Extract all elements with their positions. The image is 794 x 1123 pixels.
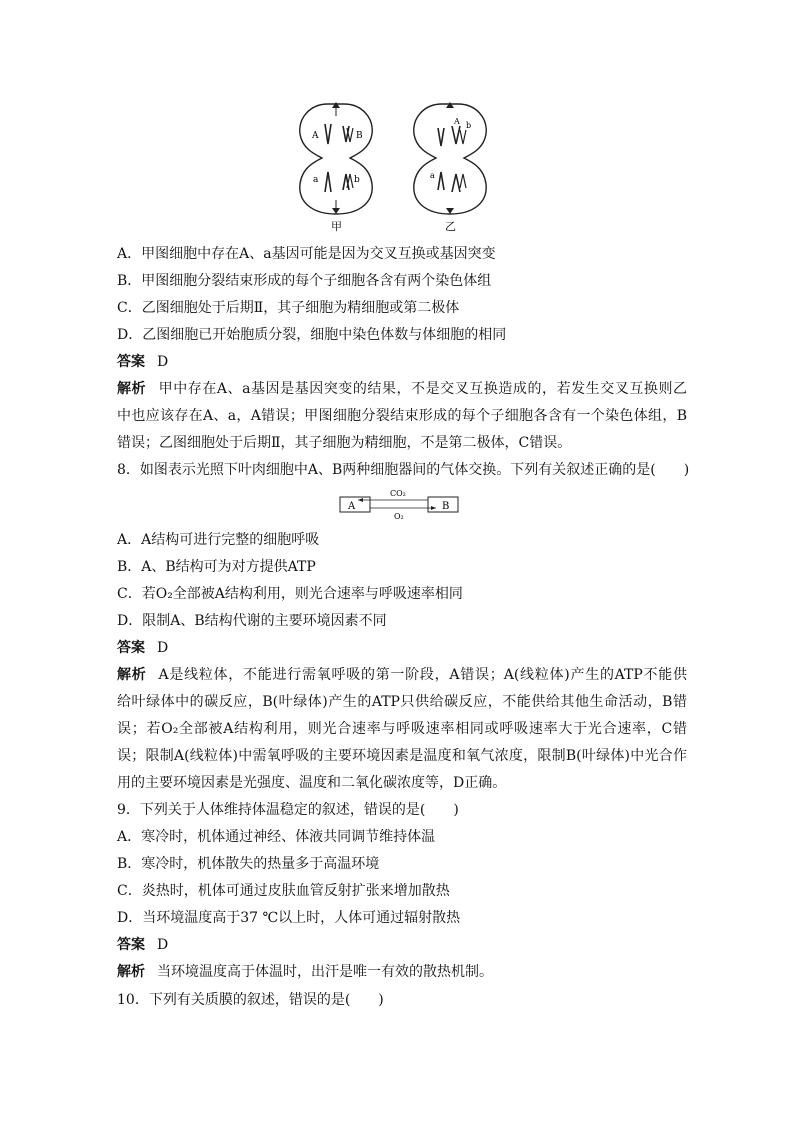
cell-label-jia: 甲 [331,220,342,233]
cell-label-yi: 乙 [445,220,456,233]
co2-label: CO₂ [390,489,406,498]
q8-analysis-line-5: 用的主要环境因素是光强度、温度和二氧化碳浓度等，D正确。 [117,775,507,791]
gene-label-a-yi: a [430,171,435,180]
q7-option-d: D．乙图细胞已开始胞质分裂，细胞中染色体数与体细胞的相同 [117,327,507,343]
box-a-label: A [348,501,356,512]
q10-stem: 10．下列有关质膜的叙述，错误的是( ) [117,992,384,1008]
q7-option-b: B．甲图细胞分裂结束形成的每个子细胞各含有两个染色体组 [117,273,492,289]
q9-analysis-text: 当环境温度高于体温时，出汗是唯一有效的散热机制。 [157,964,493,980]
q7-analysis-label: 解析 [117,381,147,397]
q9-answer-value: D [157,937,169,953]
q8-stem: 8．如图表示光照下叶肉细胞中A、B两种细胞器间的气体交换。下列有关叙述正确的是( ) [117,462,690,478]
q8-analysis-label: 解析 [117,667,147,683]
cell-division-figure [290,96,500,236]
q8-answer [117,639,687,657]
q8-analysis-line-1 [117,666,687,684]
organelle-gas-exchange-diagram [338,486,462,520]
gene-label-a: a [313,175,319,185]
q7-answer-label: 答案 [117,354,145,370]
q7-analysis-line-3: 错误；乙图细胞处于后期Ⅱ，其子细胞为精细胞，不是第二极体，C错误。 [117,435,572,451]
q8-option-a: A．A结构可进行完整的细胞呼吸 [117,532,320,548]
q7-option-a: A．甲图细胞中存在A、a基因可能是因为交叉互换或基因突变 [117,246,496,262]
q8-answer-label: 答案 [117,640,145,656]
q7-analysis-line-1 [117,380,687,398]
q9-answer-label: 答案 [117,937,145,953]
q7-analysis-line-2: 中也应该存在A、a，A错误；甲图细胞分裂结束形成的每个子细胞各含有一个染色体组，B [117,408,687,424]
gene-label-A: A [312,131,319,141]
gene-label-b: b [354,175,360,185]
q9-analysis [117,963,687,981]
q9-analysis-label: 解析 [117,964,145,980]
cell-yi [414,102,486,233]
q9-answer [117,936,687,954]
cell-jia [300,102,372,233]
q7-answer-value: D [157,354,169,370]
q9-option-c: C．炎热时，机体可通过皮肤血管反射扩张来增加散热 [117,883,450,899]
q9-option-b: B．寒冷时，机体散失的热量多于高温环境 [117,856,380,872]
q9-stem: 9．下列关于人体维持体温稳定的叙述，错误的是( ) [117,802,459,818]
q8-option-b: B．A、B结构可为对方提供ATP [117,559,316,575]
gene-label-A-yi: A [454,117,460,126]
q8-analysis-line-3: 误；若O₂全部被A结构利用，则光合速率与呼吸速率相同或呼吸速率大于光合速率，C错 [117,721,687,737]
q8-analysis-line-4: 误；限制A(线粒体)中需氧呼吸的主要环境因素是温度和氧气浓度，限制B(叶绿体)中光合作 [117,748,687,764]
o2-label: O₂ [394,512,404,520]
box-b-label: B [442,501,450,512]
q8-answer-value: D [157,640,169,656]
q7-answer [117,353,687,371]
q8-analysis-line-2: 给叶绿体中的碳反应，B(叶绿体)产生的ATP只供给碳反应，不能供给其他生命活动，B错 [117,694,687,710]
gene-label-b-yi: b [466,121,472,130]
q8-option-c: C．若O₂全部被A结构利用，则光合速率与呼吸速率相同 [117,586,463,602]
q8-analysis-text-1: A是线粒体，不能进行需氧呼吸的第一阶段，A错误；A(线粒体)产生的ATP不能供 [158,667,688,683]
q7-option-c: C．乙图细胞处于后期Ⅱ，其子细胞为精细胞或第二极体 [117,300,460,316]
q8-option-d: D．限制A、B结构代谢的主要环境因素不同 [117,613,387,629]
gene-label-B: B [356,131,363,141]
q7-analysis-text-1: 甲中存在A、a基因是基因突变的结果，不是交叉互换造成的，若发生交叉互换则乙 [158,381,687,397]
q9-option-a: A．寒冷时，机体通过神经、体液共同调节维持体温 [117,829,436,845]
q9-option-d: D．当环境温度高于37 ℃以上时，人体可通过辐射散热 [117,910,461,926]
